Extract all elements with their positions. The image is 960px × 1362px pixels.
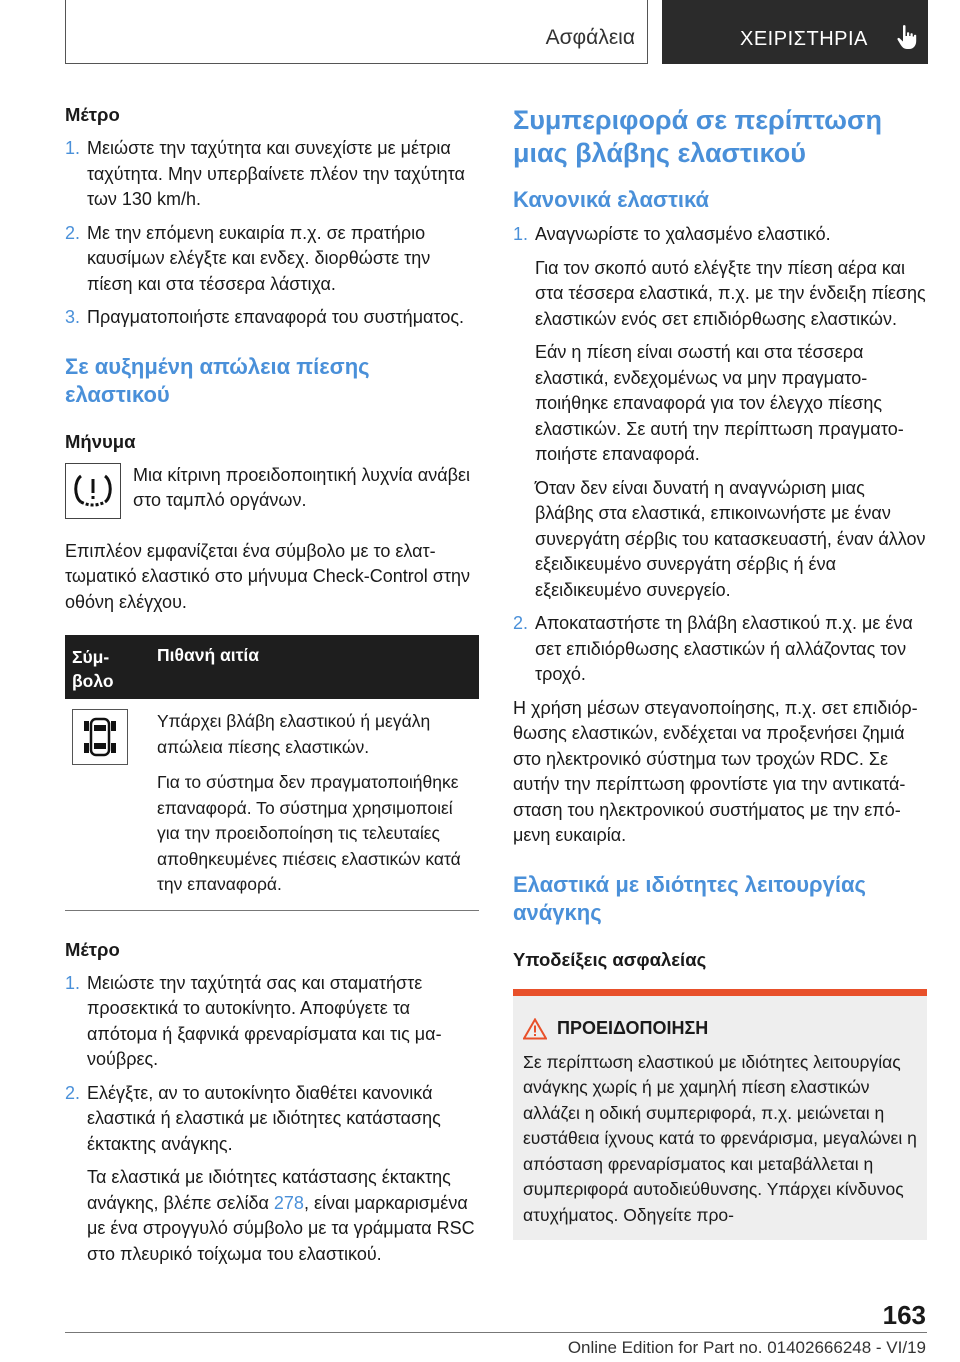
table-col-cause: Πιθανή αιτία: [157, 645, 260, 665]
footer-edition: Online Edition for Part no. 01402666248 - VI/19: [567, 1338, 926, 1357]
header-section-box: [65, 0, 648, 64]
left-column: [65, 104, 479, 1275]
list-item: 3. Πραγματοποιήστε επαναφορά του συστήματος.: [65, 307, 465, 327]
warning-triangle-icon: [523, 1018, 547, 1040]
page-link-278[interactable]: 278: [273, 1192, 304, 1213]
table-row: [65, 699, 479, 911]
car-tire-fault-icon: [72, 709, 128, 765]
measures-list-2: [65, 971, 479, 1268]
warning-title: ΠΡΟΕΙΔΟΠΟΙΗΣΗ: [557, 1018, 709, 1038]
measures-heading: Μέτρο: [65, 104, 120, 125]
message-block: [65, 463, 479, 519]
list-item: 2. Ελέγξτε, αν το αυτοκίνητο διαθέτει κανονικά ελαστικά ή ελαστικά με ιδιότητες κατάστασης έκτακτης ανάγκης. Τα ελαστικά με ιδιότητες κατάστασης έκτακτης ανάγκης, βλέπε σελίδα 278, είναι μαρκαρισμένα με ένα στρογγυλό σύμβολο με τα γράμματα RSC στο πλευρικό τοίχωμα του ελαστικού.: [65, 1081, 479, 1268]
warning-bar: [513, 989, 927, 996]
tire-pressure-warning-icon: [65, 463, 121, 519]
tire-damage-heading: Συμπεριφορά σε περίπτωση μιας βλάβης ελαστικού: [513, 105, 882, 168]
header-chapter-box: [662, 0, 928, 64]
list-item: 1. Μειώστε την ταχύτητά σας και σταματήστε προσεκτικά το αυτοκίνητο. Αποφύγετε τα απότομα ή ξαφνικά φρεναρίσματα και τις μανούβρες.: [65, 972, 442, 1069]
chapter-title: ΧΕΙΡΙΣΤΗΡΙΑ: [740, 28, 868, 50]
checkcontrol-text: Επιπλέον εμφανίζεται ένα σύμβολο με το ελαττωματικό ελαστικό στο μήνυμα Check-Control στην οθόνη ελέγχου.: [65, 540, 471, 612]
list-item: 1. Αναγνωρίστε το χαλασμένο ελαστικό. Για τον σκοπό αυτό ελέγξτε την πίεση αέρα και στα τέσσερα ελαστικά, π.χ. με την ένδειξη πίεσης ελαστικών ενός σετ επιδιόρθωσης ελαστικών. Εάν η πίεση είναι σωστή και στα τέσσερα ελαστικά, ενδεχομένως να μην πραγματοποιήθηκε επαναφορά για τον έλεγχο πίεσης ελαστικών. Σε αυτή την περίπτωση πραγματοποιήστε επαναφορά. Όταν δεν είναι δυνατή η αναγνώριση μιας βλάβης στα ελαστικά, επικοινωνήστε με έναν συνεργάτη σέρβις του κατασκευαστή, έναν άλλον εξειδικευμένο συνεργάτη σέρβις ή ένα εξειδικευμένο συνεργείο.: [513, 224, 926, 600]
normal-tires-heading: Κανονικά ελαστικά: [513, 187, 710, 212]
list-item: 2. Με την επόμενη ευκαιρία π.χ. σε πρατήριο καυσίμων ελέγξτε και ενδεχ. διορθώστε την πίεση και στα τέσσερα λάστιχα.: [65, 222, 431, 294]
right-column: [513, 104, 927, 1240]
page-number: 163: [882, 1300, 926, 1330]
sealant-text: Η χρήση μέσων στεγανοποίησης, π.χ. σετ επιδιόρθωσης ελαστικών, ενδέχεται να προξενήσει ζημιά στο ηλεκτρονικό σύστημα των τροχών RDC. Σε αυτήν την περίπτωση φροντίστε για την αντικατάσταση του ηλεκτρονικού συστήματος με την επόμενη ευκαιρία.: [513, 697, 918, 845]
pressure-loss-heading: Σε αυξημένη απώλεια πίεσης ελαστικού: [65, 353, 370, 407]
warning-text: Σε περίπτωση ελαστικού με ιδιότητες λειτουργίας ανάγκης χωρίς ή με χαμηλή πίεση ελαστικών αλλάζει η οδική συμπεριφορά, π.χ. μειώνεται η ευστάθεια ίχνους κατά το φρενάρισμα, μεγαλώνει η απόσταση φρεναρίσματος και μεταβάλλεται η συμπεριφορά αυτοδιεύθυνσης. Υπάρχει κίνδυνος ατυχήματος. Οδηγείτε προ-: [523, 1051, 917, 1225]
safety-heading: Υποδείξεις ασφαλείας: [513, 948, 707, 970]
table-header: [65, 635, 479, 699]
runflat-note: Τα ελαστικά με ιδιότητες κατάστασης έκτακτης ανάγκης, βλέπε σελίδα 278, είναι μαρκαρισμένα με ένα στρογγυλό σύμβολο με τα γράμματα RSC στο πλευρικό τοίχωμα του ελαστικού.: [87, 1167, 475, 1264]
list-item: 2. Αποκαταστήστε τη βλάβη ελαστικού π.χ. με ένα σετ επιδιόρθωσης ελαστικών ή αλλάζοντας τον τροχό.: [513, 613, 913, 684]
cause-text-2: Για το σύστημα δεν πραγματοποιήθηκε επαναφορά. Το σύστημα χρησιμοποιεί για την προειδοποίηση τις τελευταίες αποθηκευμένες πιέσεις ελαστικών κατά την επαναφορά.: [157, 772, 461, 894]
measures-heading-2: Μέτρο: [65, 938, 120, 960]
table-col-symbol: Σύμβολο: [72, 647, 114, 691]
measures-list: [65, 136, 479, 331]
section-title: Ασφάλεια: [545, 26, 635, 49]
message-text: Μια κίτρινη προειδοποιητική λυχνία ανάβει στο ταμπλό οργάνων.: [133, 464, 470, 510]
hand-pointer-icon: [896, 24, 920, 55]
cause-text-1: Υπάρχει βλάβη ελαστικού ή μεγάλη απώλεια πίεσης ελαστικών.: [157, 711, 431, 757]
footer-divider: [65, 1332, 927, 1333]
tire-damage-steps: [513, 222, 927, 688]
message-heading: Μήνυμα: [65, 430, 136, 452]
warning-box: [513, 989, 927, 1241]
runflat-heading: Ελαστικά με ιδιότητες λειτουργίας ανάγκης: [513, 871, 866, 925]
list-item: 1. Μειώστε την ταχύτητα και συνεχίστε με μέτρια ταχύτητα. Μην υπερβαίνετε πλέον την ταχύτητα των 130 km/h.: [65, 138, 465, 209]
